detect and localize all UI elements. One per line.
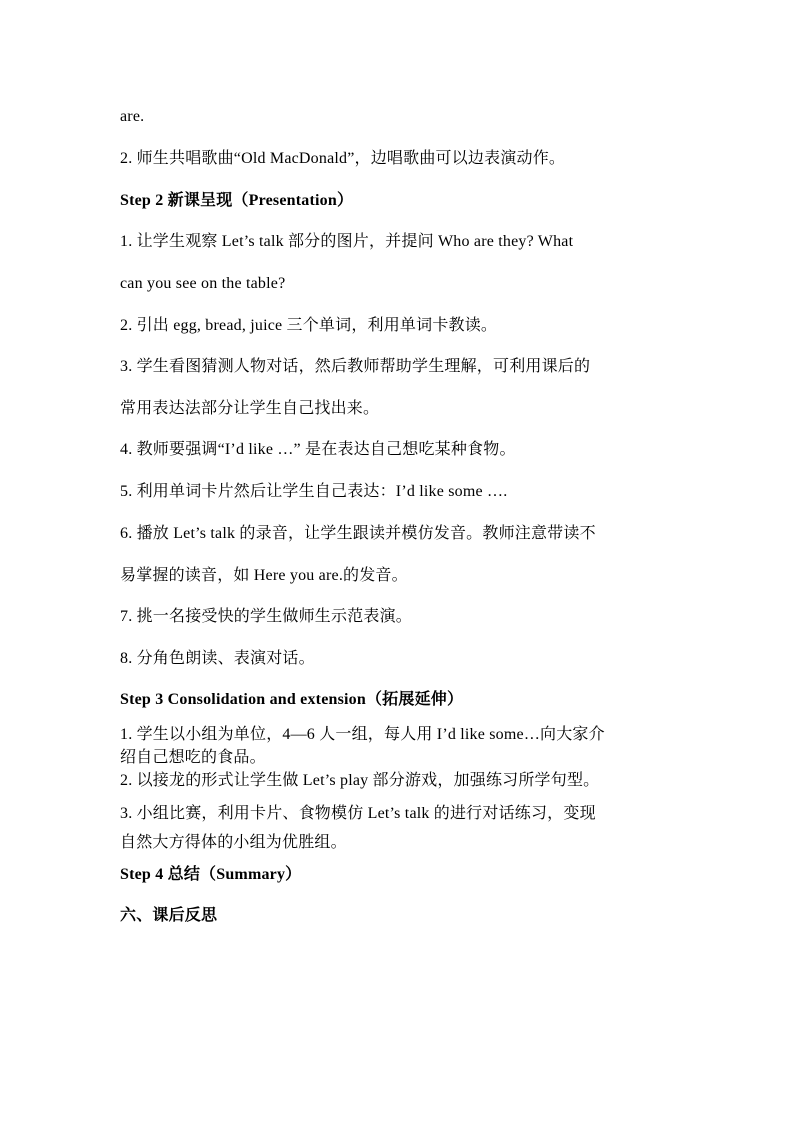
paragraph-line: 1. 学生以小组为单位，4—6 人一组，每人用 I’d like some…向大家介 <box>120 726 605 743</box>
paragraph-line: 2. 以接龙的形式让学生做 Let’s play 部分游戏，加强练习所学句型。 <box>120 772 600 789</box>
paragraph-line: 6. 播放 Let’s talk 的录音，让学生跟读并模仿发音。教师注意带读不 <box>120 525 596 542</box>
paragraph-line: are. <box>120 108 145 125</box>
paragraph-line: 3. 学生看图猜测人物对话，然后教师帮助学生理解，可利用课后的 <box>120 358 591 375</box>
paragraph-line: 2. 引出 egg, bread, juice 三个单词，利用单词卡教读。 <box>120 317 498 334</box>
paragraph-line: 7. 挑一名接受快的学生做师生示范表演。 <box>120 608 413 625</box>
section-heading-step3: Step 3 Consolidation and extension（拓展延伸） <box>120 691 464 708</box>
section-heading-step2: Step 2 新课呈现（Presentation） <box>120 192 354 209</box>
paragraph-line: 8. 分角色朗读、表演对话。 <box>120 650 315 667</box>
section-heading-step4: Step 4 总结（Summary） <box>120 866 302 883</box>
paragraph-line: 易掌握的读音，如 Here you are.的发音。 <box>120 567 408 584</box>
paragraph-line: 自然大方得体的小组为优胜组。 <box>120 834 347 851</box>
paragraph-line: 绍自己想吃的食品。 <box>120 749 266 766</box>
paragraph-line: 常用表达法部分让学生自己找出来。 <box>120 400 380 417</box>
paragraph-line: 5. 利用单词卡片然后让学生自己表达：I’d like some …. <box>120 483 508 500</box>
paragraph-line: 3. 小组比赛，利用卡片、食物模仿 Let’s talk 的进行对话练习，变现 <box>120 805 596 822</box>
paragraph-line: 4. 教师要强调“I’d like …” 是在表达自己想吃某种食物。 <box>120 441 516 458</box>
paragraph-line: can you see on the table? <box>120 275 286 292</box>
paragraph-line: 1. 让学生观察 Let’s talk 部分的图片，并提问 Who are they? What <box>120 233 574 250</box>
section-heading-reflection: 六、课后反思 <box>120 907 218 924</box>
paragraph-line: 2. 师生共唱歌曲“Old MacDonald”，边唱歌曲可以边表演动作。 <box>120 150 566 167</box>
